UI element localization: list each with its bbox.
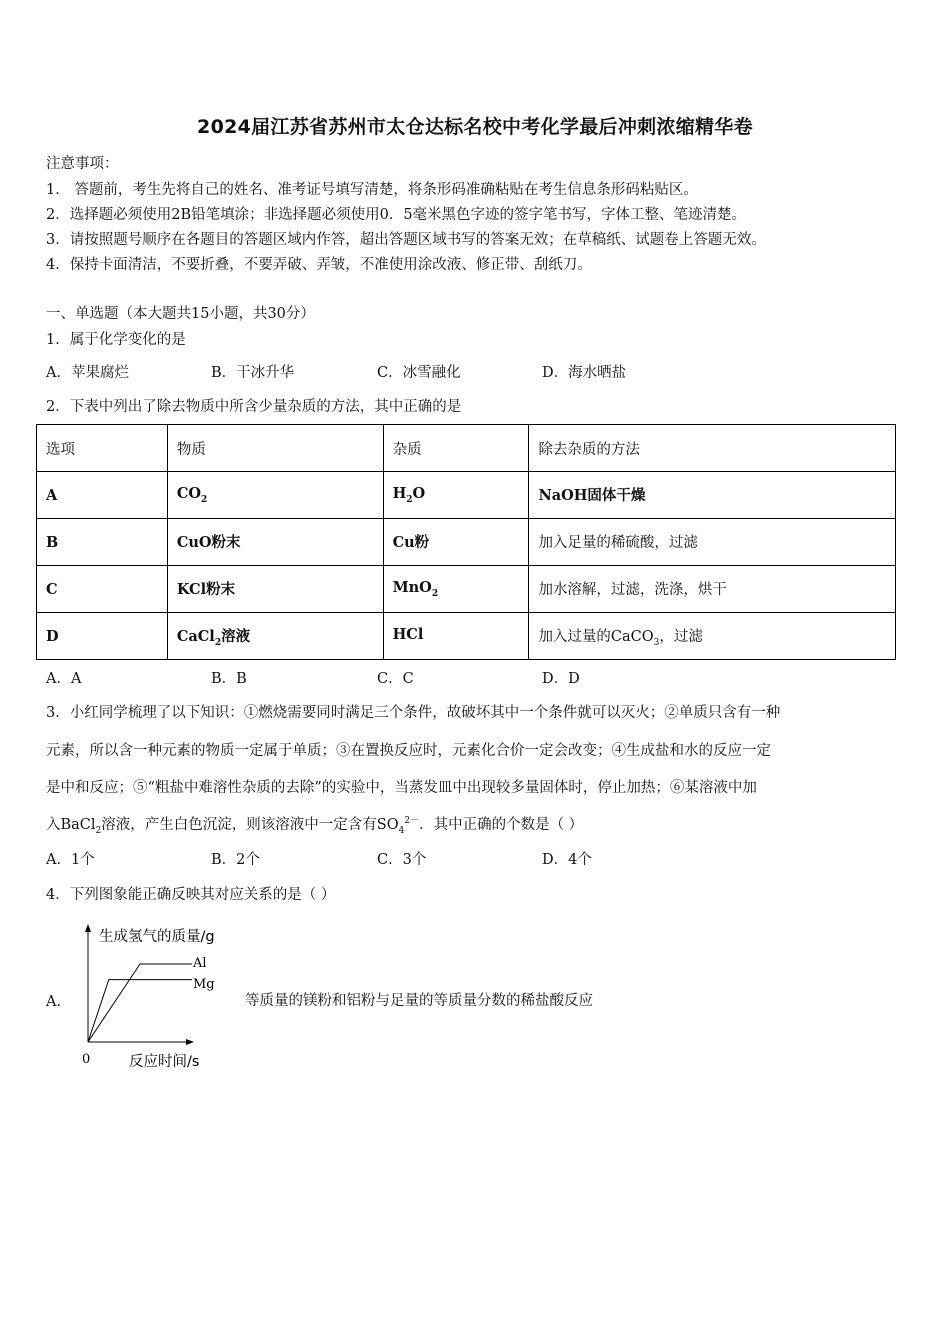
row-method: NaOH固体干燥 (529, 472, 896, 519)
header-option: 选项 (37, 425, 168, 472)
row-option: D (37, 613, 168, 660)
row-option: A (37, 472, 168, 519)
q2-option-b[interactable]: B．B (211, 671, 247, 687)
q1-option-c[interactable]: C．冰雪融化 (377, 365, 461, 381)
notice-item-4: 4．保持卡面清洁，不要折叠，不要弄破、弄皱，不准使用涂改液、修正带、刮纸刀。 (46, 257, 592, 273)
q1-option-b[interactable]: B．干冰升华 (211, 365, 295, 381)
row-impurity: Cu粉 (383, 519, 529, 566)
table-row (37, 566, 896, 613)
row-impurity: $H_2O$ (383, 472, 529, 519)
x-axis-arrow (186, 1039, 194, 1045)
notice-item-1: 1． 答题前，考生先将自己的姓名、准考证号填写清楚，将条形码准确粘贴在考生信息条形码粘贴区。 (46, 182, 698, 198)
series-line-al (88, 964, 192, 1042)
q3-option-c[interactable]: C．3个 (377, 852, 427, 868)
question-3-line-4: 入BaCl$_2$溶液，产生白色沉淀，则该溶液中一定含有$SO_4^{2-}$．其中正确的个数是（ ） (46, 816, 584, 836)
q4-option-a-description: 等质量的镁粉和铝粉与足量的等质量分数的稀盐酸反应 (245, 993, 593, 1009)
row-substance: CaCl$_2$溶液 (167, 613, 383, 660)
origin-label: 0 (82, 1052, 91, 1067)
legend-label-al: Al (193, 956, 207, 971)
row-substance: $CO_2$ (167, 472, 383, 519)
row-substance: KCl粉末 (167, 566, 383, 613)
notice-item-2: 2．选择题必须使用2B铅笔填涂；非选择题必须使用0．5毫米黑色字迹的签字笔书写，字体工整、笔迹清楚。 (46, 207, 747, 223)
question-3-line-3: 是中和反应；⑤“粗盐中难溶性杂质的去除”的实验中，当蒸发皿中出现较多量固体时，停止加热；⑥某溶液中加 (46, 780, 757, 796)
q3-option-d[interactable]: D．4个 (542, 852, 592, 868)
row-option: B (37, 519, 168, 566)
question-3-line-1: 3．小红同学梳理了以下知识：①燃烧需要同时满足三个条件，故破坏其中一个条件就可以灭火；②单质只含有一种 (46, 705, 781, 721)
header-impurity: 杂质 (383, 425, 529, 472)
header-method: 除去杂质的方法 (529, 425, 896, 472)
row-method: 加入足量的稀硫酸，过滤 (529, 519, 896, 566)
y-axis-arrow (85, 924, 91, 932)
row-method: 加水溶解，过滤，洗涤，烘干 (529, 566, 896, 613)
row-impurity: HCl (383, 613, 529, 660)
question-4-stem: 4．下列图象能正确反映其对应关系的是（ ） (46, 887, 336, 903)
notice-item-3: 3．请按照题号顺序在各题目的答题区域内作答，超出答题区域书写的答案无效；在草稿纸、试题卷上答题无效。 (46, 232, 766, 248)
header-substance: 物质 (167, 425, 383, 472)
row-substance: CuO粉末 (167, 519, 383, 566)
q2-option-d[interactable]: D．D (542, 671, 580, 687)
q2-option-a[interactable]: A．A (46, 671, 82, 687)
question-1-stem: 1．属于化学变化的是 (46, 332, 186, 348)
q3-option-b[interactable]: B．2个 (211, 852, 260, 868)
question-2-stem: 2．下表中列出了除去物质中所含少量杂质的方法，其中正确的是 (46, 399, 462, 415)
table-header-row (37, 425, 896, 472)
table-row (37, 613, 896, 660)
impurity-table (36, 424, 896, 660)
question-3-line-2: 元素，所以含一种元素的物质一定属于单质；③在置换反应时，元素化合价一定会改变；④生成盐和水的反应一定 (46, 743, 771, 759)
legend-label-mg: Mg (193, 977, 215, 992)
page-title: 2024届江苏省苏州市太仓达标名校中考化学最后冲刺浓缩精华卷 (197, 116, 753, 138)
q4-option-a-label[interactable]: A． (46, 994, 71, 1010)
table-row (37, 472, 896, 519)
row-option: C (37, 566, 168, 613)
x-axis-label: 反应时间/s (129, 1054, 200, 1070)
q1-option-a[interactable]: A．苹果腐烂 (46, 365, 129, 381)
y-axis-label: 生成氢气的质量/g (99, 929, 215, 945)
notice-heading: 注意事项： (46, 156, 119, 172)
q1-option-d[interactable]: D．海水晒盐 (542, 365, 627, 381)
table-row (37, 519, 896, 566)
hydrogen-mass-chart (74, 922, 244, 1072)
series-line-mg (88, 980, 192, 1042)
q3-option-a[interactable]: A．1个 (46, 852, 95, 868)
q2-option-c[interactable]: C．C (377, 671, 414, 687)
section-heading: 一、单选题（本大题共15小题，共30分） (46, 306, 315, 322)
row-impurity: MnO$_2$ (383, 566, 529, 613)
row-method: 加入过量的CaCO$_3$，过滤 (529, 613, 896, 660)
